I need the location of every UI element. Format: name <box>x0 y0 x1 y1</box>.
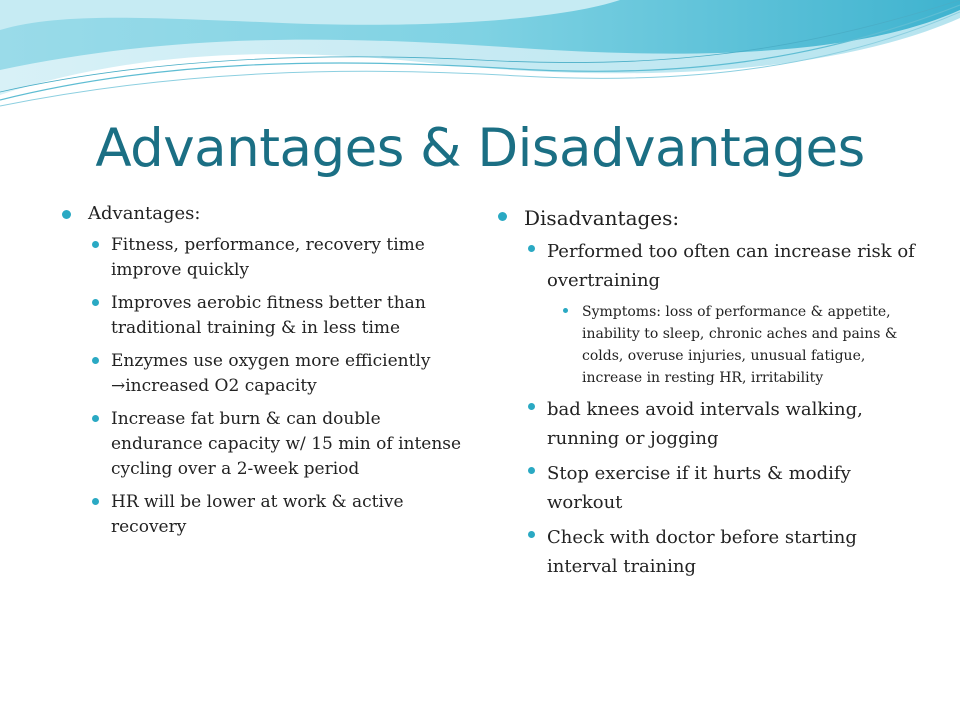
advantage-item <box>88 349 466 399</box>
disadvantage-text: Performed too often can increase risk of overtraining <box>547 241 915 291</box>
disadvantages-heading-item <box>498 205 918 581</box>
disadvantage-item <box>524 237 918 389</box>
advantage-text: Enzymes use oxygen more efficiently →increased O2 capacity <box>111 351 431 396</box>
bullet-icon <box>563 308 568 313</box>
disadvantages-heading: Disadvantages: <box>524 206 680 230</box>
bullet-icon <box>92 241 99 248</box>
advantage-item <box>88 490 466 540</box>
slide-title: Advantages & Disadvantages <box>95 118 865 179</box>
advantage-item <box>88 407 466 482</box>
symptoms-text: Symptoms: loss of performance & appetite, inability to sleep, chronic aches and pains & colds, overuse injuries, unusual fatigue, increase in resting HR, irritability <box>582 304 898 386</box>
bullet-icon <box>92 415 99 422</box>
bullet-icon <box>528 403 535 410</box>
disadvantage-item <box>524 459 918 517</box>
advantages-list <box>88 233 466 540</box>
bullet-icon <box>528 531 535 538</box>
advantage-item <box>88 233 466 283</box>
advantages-heading-item <box>62 203 466 540</box>
advantage-text: HR will be lower at work & active recovery <box>111 492 404 537</box>
disadvantage-text: Check with doctor before starting interval training <box>547 527 857 577</box>
bullet-icon <box>528 467 535 474</box>
advantage-text: Increase fat burn & can double endurance capacity w/ 15 min of intense cycling over a 2-week period <box>111 409 462 479</box>
symptoms-list <box>547 301 918 389</box>
bullet-icon <box>92 357 99 364</box>
advantage-text: Improves aerobic fitness better than traditional training & in less time <box>111 293 426 338</box>
disadvantage-text: bad knees avoid intervals walking, running or jogging <box>547 399 863 449</box>
advantage-item <box>88 291 466 341</box>
bullet-icon <box>498 212 507 221</box>
advantages-column <box>62 203 466 540</box>
disadvantages-list <box>524 237 918 581</box>
bullet-icon <box>62 210 71 219</box>
disadvantage-item <box>524 395 918 453</box>
bullet-icon <box>92 299 99 306</box>
advantages-heading: Advantages: <box>88 203 201 224</box>
bullet-icon <box>528 245 535 252</box>
symptoms-item <box>547 301 918 389</box>
advantage-text: Fitness, performance, recovery time improve quickly <box>111 235 425 280</box>
header-wave-decoration <box>0 0 960 120</box>
disadvantages-column <box>498 205 918 581</box>
disadvantage-text: Stop exercise if it hurts & modify workout <box>547 463 851 513</box>
bullet-icon <box>92 498 99 505</box>
disadvantage-item <box>524 523 918 581</box>
